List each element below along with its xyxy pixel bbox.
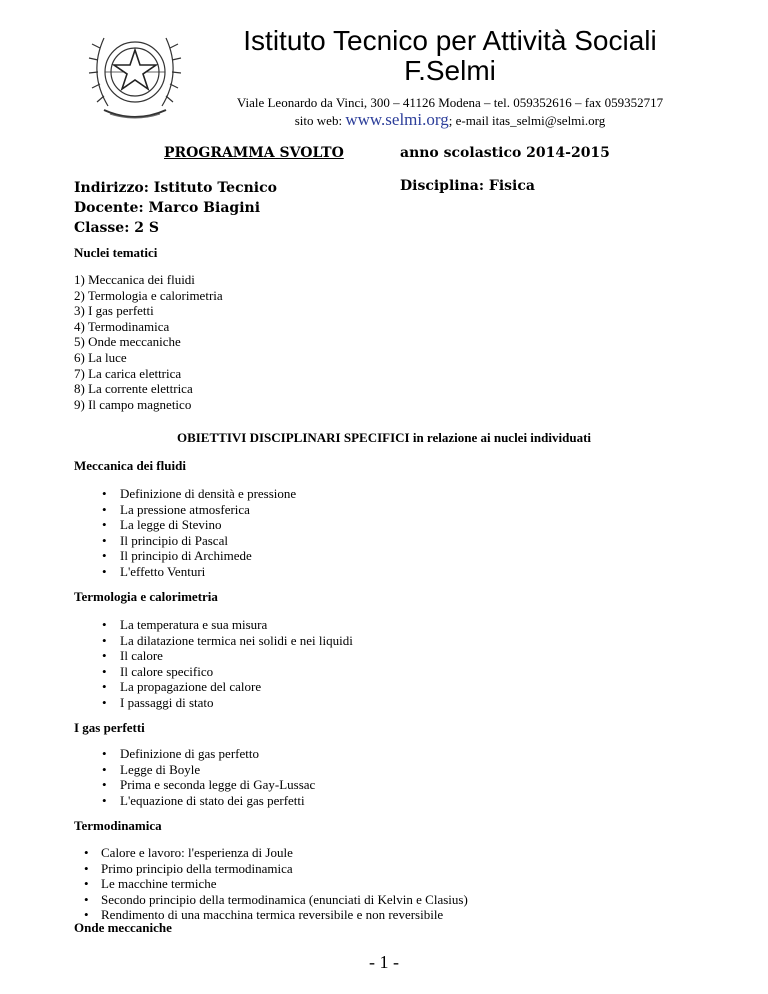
section-list [74, 845, 468, 923]
list-item: • L'equazione di stato dei gas perfetti [74, 793, 315, 809]
list-item: 7) La carica elettrica [74, 365, 182, 381]
list-item: • La legge di Stevino [74, 517, 296, 533]
docente: Docente: Marco Biagini [74, 200, 261, 216]
list-item: • Secondo principio della termodinamica (enunciati di Kelvin e Clasius) [74, 892, 468, 908]
list-item: • La propagazione del calore [74, 679, 353, 695]
section-title: Onde meccaniche [74, 920, 172, 935]
list-item: • Calore e lavoro: l'esperienza di Joule [74, 845, 468, 861]
section-list [74, 486, 296, 580]
list-item: • I passaggi di stato [74, 695, 353, 711]
school-contacts [170, 111, 730, 129]
list-item: • La pressione atmosferica [74, 502, 296, 518]
list-item: • La dilatazione termica nei solidi e nei liquidi [74, 633, 353, 649]
school-name-line1: Istituto Tecnico per Attività Sociali [243, 25, 657, 56]
programma-title: PROGRAMMA SVOLTO [164, 145, 344, 161]
section-title: Meccanica dei fluidi [74, 458, 186, 473]
list-item: • Legge di Boyle [74, 762, 315, 778]
list-item: 8) La corrente elettrica [74, 381, 193, 397]
list-item: • La temperatura e sua misura [74, 617, 353, 633]
list-item: • Le macchine termiche [74, 876, 468, 892]
section-list [74, 746, 315, 808]
section-title: Termologia e calorimetria [74, 589, 218, 604]
website-link[interactable]: www.selmi.org [345, 110, 449, 129]
school-year: anno scolastico 2014-2015 [400, 145, 610, 161]
school-address: Viale Leonardo da Vinci, 300 – 41126 Modena – tel. 059352616 – fax 059352717 [236, 95, 664, 110]
list-item: 5) Onde meccaniche [74, 334, 181, 350]
nuclei-title: Nuclei tematici [74, 245, 158, 260]
school-address-block [170, 94, 730, 129]
web-prefix: sito web: [294, 113, 343, 128]
section-title: Termodinamica [74, 818, 162, 833]
list-item: 2) Termologia e calorimetria [74, 287, 223, 303]
school-title [210, 26, 690, 86]
list-item: • Primo principio della termodinamica [74, 861, 468, 877]
course-info [74, 178, 277, 238]
list-item: • Rendimento di una macchina termica reversibile e non reversibile [74, 907, 468, 923]
list-item: 3) I gas perfetti [74, 303, 154, 319]
email-text: ; e-mail itas_selmi@selmi.org [448, 113, 606, 128]
list-item: • Definizione di gas perfetto [74, 746, 315, 762]
list-item: • Definizione di densità e pressione [74, 486, 296, 502]
school-name-line2: F.Selmi [404, 55, 496, 86]
list-item: • Il principio di Pascal [74, 533, 296, 549]
obiettivi-title: OBIETTIVI DISCIPLINARI SPECIFICI in relazione ai nuclei individuati [176, 430, 592, 445]
indirizzo: Indirizzo: Istituto Tecnico [74, 180, 277, 196]
list-item: • Prima e seconda legge di Gay-Lussac [74, 777, 315, 793]
list-item: • Il principio di Archimede [74, 548, 296, 564]
section-title: I gas perfetti [74, 720, 145, 735]
list-item: 1) Meccanica dei fluidi [74, 272, 195, 287]
list-item: • L'effetto Venturi [74, 564, 296, 580]
list-item: 6) La luce [74, 349, 127, 365]
list-item: 4) Termodinamica [74, 318, 170, 334]
disciplina: Disciplina: Fisica [400, 178, 535, 194]
list-item: • Il calore [74, 648, 353, 664]
section-list [74, 617, 353, 711]
nuclei-list [74, 272, 223, 412]
page-number: - 1 - [369, 952, 399, 972]
list-item: 9) Il campo magnetico [74, 396, 192, 412]
list-item: • Il calore specifico [74, 664, 353, 680]
classe: Classe: 2 S [74, 220, 159, 236]
